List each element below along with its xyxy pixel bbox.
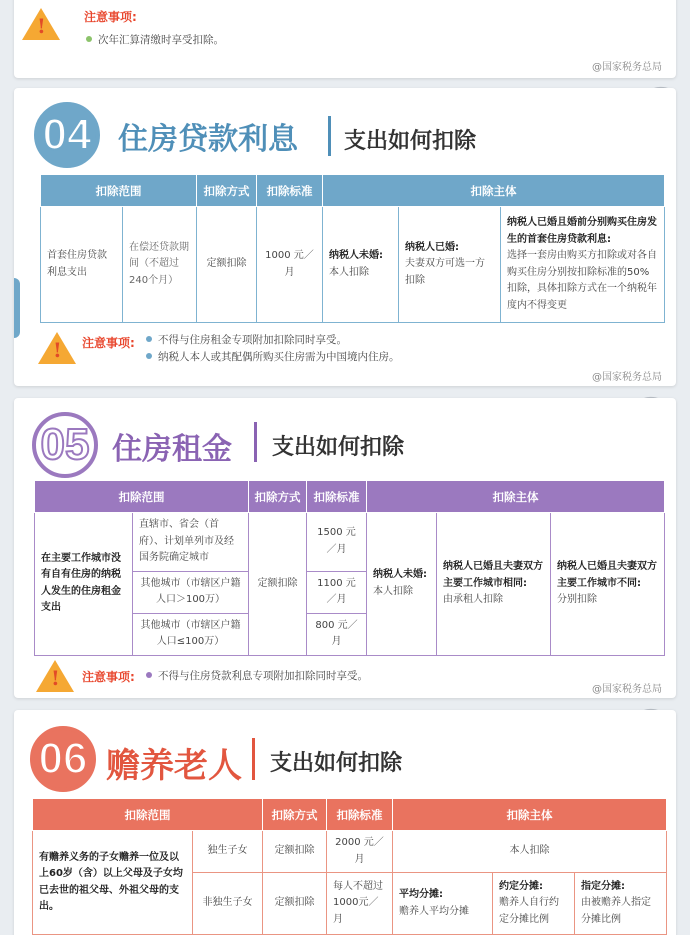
header-standard: 扣除标准 [327, 799, 393, 831]
section-title: 赡养老人 [106, 746, 242, 786]
watermark: @国家税务总局 [592, 684, 662, 695]
scope-cell: 有赡养义务的子女赡养一位及以上60岁（含）以上父母及子女均已去世的祖父母、外祖父母的支出。 [33, 831, 193, 935]
note-item: 不得与住房租金专项附加扣除同时享受。 [146, 332, 347, 347]
header-subject: 扣除主体 [323, 175, 665, 207]
warning-icon: ! [38, 332, 76, 364]
subject-unmarried-cell: 纳税人未婚: 本人扣除 [367, 513, 437, 656]
header-subject: 扣除主体 [393, 799, 667, 831]
section-title: 住房租金 [112, 432, 232, 467]
section-subtitle: 支出如何扣除 [272, 435, 405, 460]
section-number-badge: 05 [32, 412, 98, 478]
subject-married-cell: 纳税人已婚: 夫妻双方可选一方扣除 [399, 207, 501, 323]
section-title: 住房贷款利息 [118, 122, 298, 157]
city-tier-2-cell: 其他城市（市辖区户籍人口＞100万） [133, 571, 249, 613]
scope-detail-cell: 在偿还贷款期间（不超过240个月） [123, 207, 197, 323]
standard-cell: 每人不超过1000元／月 [327, 873, 393, 935]
note-label: 注意事项: [82, 336, 135, 350]
header-standard: 扣除标准 [307, 481, 367, 513]
continuation-edge [14, 278, 20, 338]
watermark: @国家税务总局 [592, 62, 662, 73]
standard-3-cell: 800 元／月 [307, 613, 367, 655]
watermark: @国家税务总局 [592, 372, 662, 383]
subject-unmarried-cell: 纳税人未婚: 本人扣除 [323, 207, 399, 323]
section-subtitle: 支出如何扣除 [270, 751, 403, 776]
subject-married-premarital-cell: 纳税人已婚且婚前分别购买住房发生的首套住房贷款利息: 选择一套房由购买方扣除或对各自购买住房分别按扣除标准的50%扣除，具体扣除方式在一个纳税年度内不得变更 [501, 207, 665, 323]
warning-icon: ! [22, 8, 60, 40]
deduction-table [40, 174, 665, 323]
standard-cell: 2000 元／月 [327, 831, 393, 873]
designated-split-cell: 指定分摊: 由被赡养人指定分摊比例 [575, 873, 667, 935]
only-child-cell: 独生子女 [193, 831, 263, 873]
agreed-split-cell: 约定分摊: 赡养人自行约定分摊比例 [493, 873, 575, 935]
method-cell: 定额扣除 [249, 513, 307, 656]
note-item: 不得与住房贷款利息专项附加扣除同时享受。 [146, 668, 368, 683]
title-divider [254, 422, 257, 462]
subject-same-city-cell: 纳税人已婚且夫妻双方主要工作城市相同: 由承租人扣除 [437, 513, 551, 656]
header-method: 扣除方式 [197, 175, 257, 207]
method-cell: 定额扣除 [263, 831, 327, 873]
scope-cell: 首套住房贷款利息支出 [41, 207, 123, 323]
subject-different-city-cell: 纳税人已婚且夫妻双方主要工作城市不同: 分别扣除 [551, 513, 665, 656]
scope-cell: 在主要工作城市没有自有住房的纳税人发生的住房租金支出 [35, 513, 133, 656]
section-subtitle: 支出如何扣除 [344, 129, 477, 154]
non-only-child-cell: 非独生子女 [193, 873, 263, 935]
title-divider [252, 738, 255, 780]
header-method: 扣除方式 [263, 799, 327, 831]
deduction-table [32, 798, 667, 935]
note-item: 纳税人本人或其配偶所购买住房需为中国境内住房。 [146, 349, 400, 364]
note-label: 注意事项: [84, 10, 137, 24]
note-label: 注意事项: [82, 670, 135, 684]
standard-1-cell: 1500 元／月 [307, 513, 367, 572]
section-number-badge: 06 [30, 726, 96, 792]
city-tier-1-cell: 直辖市、省会（首府）、计划单列市及经国务院确定城市 [133, 513, 249, 572]
method-cell: 定额扣除 [263, 873, 327, 935]
header-subject: 扣除主体 [367, 481, 665, 513]
title-divider [328, 116, 331, 156]
section-04-card [14, 88, 676, 386]
section-number-badge: 04 [34, 102, 100, 168]
header-scope: 扣除范围 [41, 175, 197, 207]
warning-icon: ! [36, 660, 74, 692]
section-05-card [14, 398, 676, 698]
header-standard: 扣除标准 [257, 175, 323, 207]
equal-split-cell: 平均分摊: 赡养人平均分摊 [393, 873, 493, 935]
deduction-table [34, 480, 665, 656]
header-method: 扣除方式 [249, 481, 307, 513]
section-06-card [14, 710, 676, 935]
section-top-card [14, 0, 676, 78]
header-scope: 扣除范围 [35, 481, 249, 513]
standard-2-cell: 1100 元／月 [307, 571, 367, 613]
header-scope: 扣除范围 [33, 799, 263, 831]
standard-cell: 1000 元／月 [257, 207, 323, 323]
subject-cell: 本人扣除 [393, 831, 667, 873]
note-item: 次年汇算清缴时享受扣除。 [86, 32, 224, 47]
city-tier-3-cell: 其他城市（市辖区户籍人口≤100万） [133, 613, 249, 655]
method-cell: 定额扣除 [197, 207, 257, 323]
